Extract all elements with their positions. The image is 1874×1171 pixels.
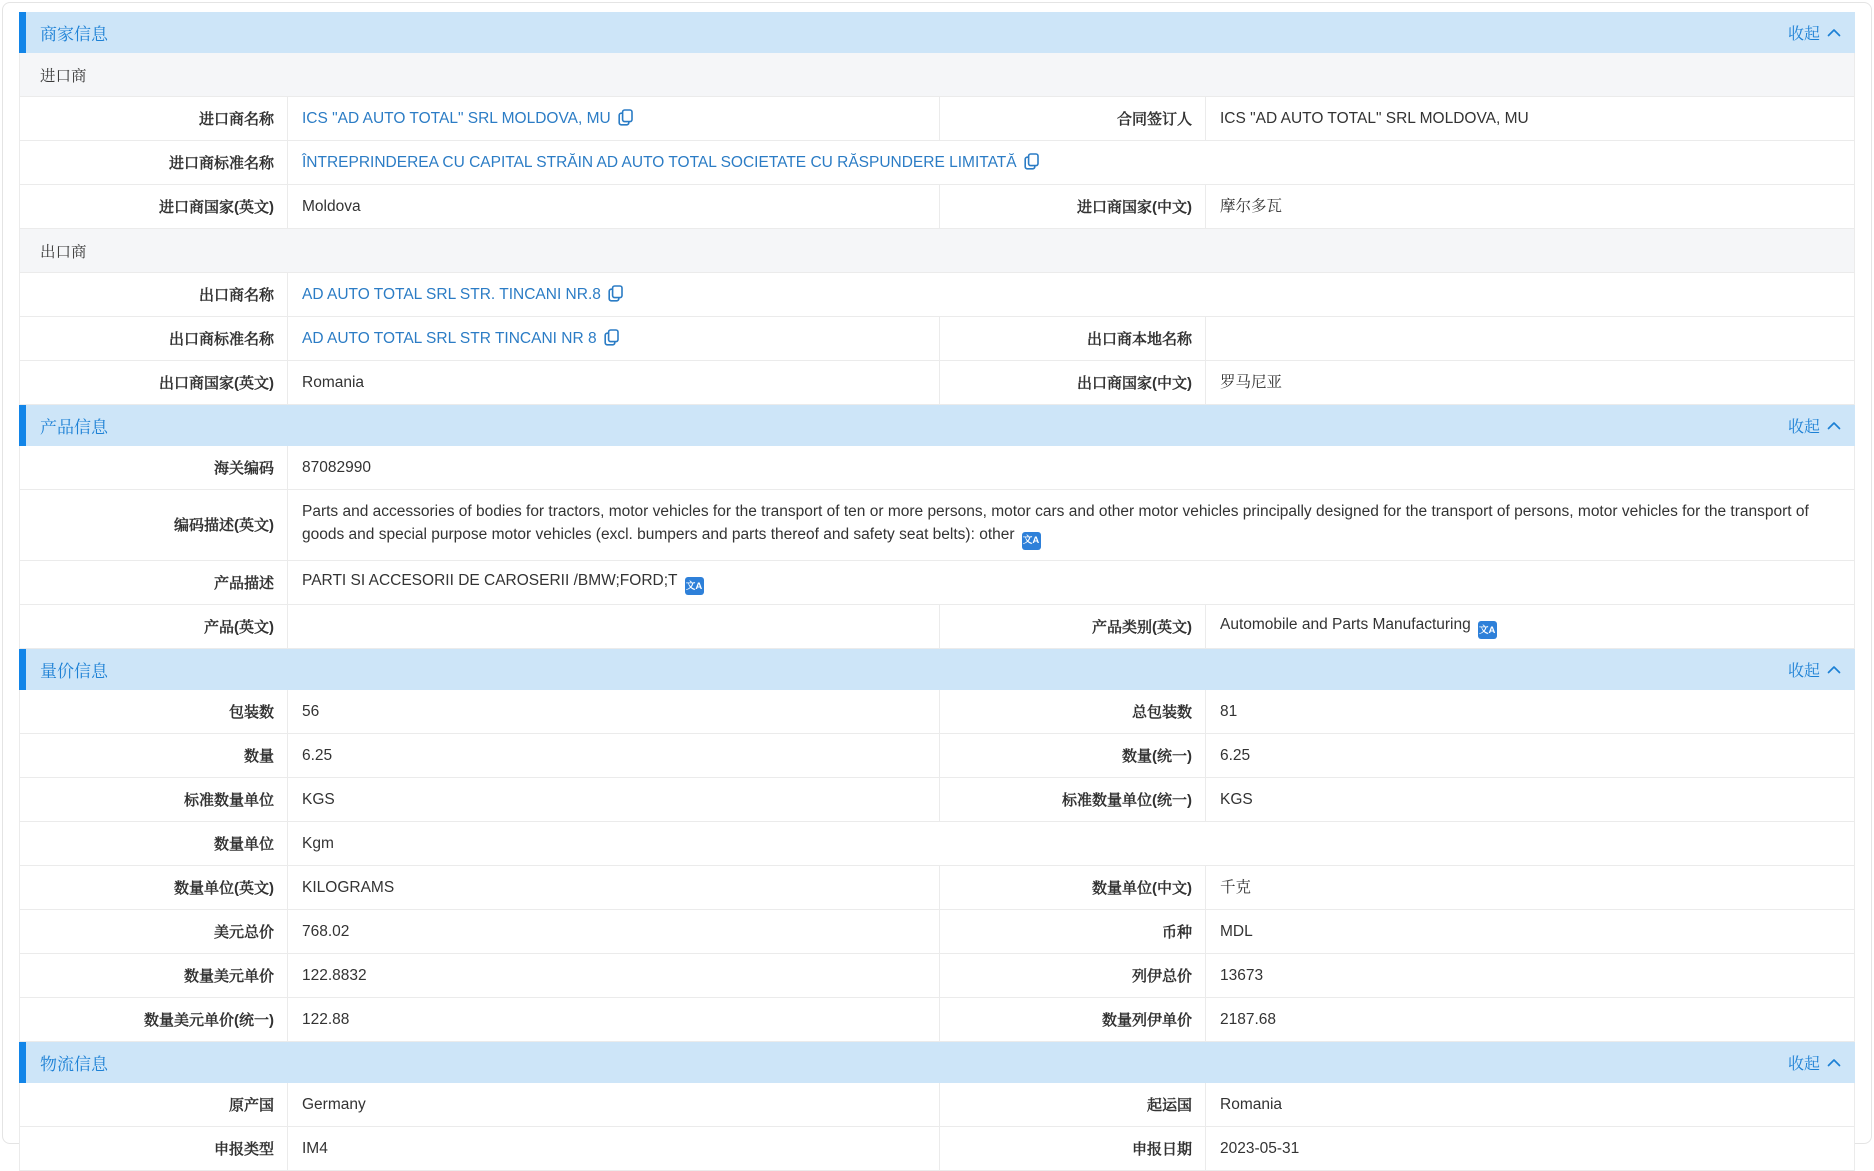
copy-icon[interactable] xyxy=(608,285,623,302)
table-row xyxy=(20,361,1854,405)
copy-icon[interactable] xyxy=(604,329,619,346)
field-label: 数量(统一) xyxy=(940,734,1206,777)
field-value: Romania xyxy=(1220,1095,1283,1113)
table-row xyxy=(20,561,1854,605)
field-label: 申报类型 xyxy=(20,1127,288,1170)
subheader-label: 出口商 xyxy=(40,243,87,261)
translate-icon[interactable]: 文A xyxy=(1022,532,1041,550)
field-value xyxy=(288,141,1854,184)
field-label: 数量单位 xyxy=(20,822,288,865)
section-header-product xyxy=(19,405,1855,446)
field-value: 56 xyxy=(288,690,940,733)
field-value: 6.25 xyxy=(1220,746,1251,764)
table-row xyxy=(20,822,1854,866)
collapse-label: 收起 xyxy=(1787,1055,1820,1073)
field-value: MDL xyxy=(1220,922,1253,940)
table-row xyxy=(20,734,1854,778)
logistics-table xyxy=(19,1083,1855,1171)
field-value: Parts and accessories of bodies for tractors, motor vehicles for the transport of ten or more persons, motor cars and other motor vehicles principally designed for the transport of persons, motor vehicles for the transport of goods and special purpose motor vehicles (excl. bumpers and parts thereof and safety seat belts): other 文A xyxy=(288,490,1854,560)
field-label: 起运国 xyxy=(940,1083,1206,1126)
table-row xyxy=(20,998,1854,1042)
table-row xyxy=(20,605,1854,649)
field-value: 122.88 xyxy=(288,998,940,1041)
subheader-importer xyxy=(20,53,1854,97)
field-label: 进口商标准名称 xyxy=(20,141,288,184)
section-title-merchant: 商家信息 xyxy=(40,25,108,44)
field-label: 进口商名称 xyxy=(20,97,288,140)
field-label: 数量美元单价(统一) xyxy=(20,998,288,1041)
field-value xyxy=(288,97,940,140)
section-accent-bar xyxy=(19,649,26,690)
section-title-quantity-price: 量价信息 xyxy=(40,661,108,681)
field-value: Automobile and Parts Manufacturing 文A xyxy=(1206,605,1854,648)
table-row xyxy=(20,446,1854,490)
table-row xyxy=(20,490,1854,561)
field-label: 海关编码 xyxy=(20,446,288,489)
field-label: 数量单位(中文) xyxy=(940,866,1206,909)
table-row xyxy=(20,954,1854,998)
field-value: Romania xyxy=(288,361,940,404)
table-row xyxy=(20,778,1854,822)
section-title-logistics: 物流信息 xyxy=(40,1054,108,1074)
table-row xyxy=(20,910,1854,954)
field-value: KILOGRAMS xyxy=(288,866,940,909)
field-label: 币种 xyxy=(940,910,1206,953)
field-label: 列伊总价 xyxy=(940,954,1206,997)
section-accent-bar xyxy=(19,12,26,53)
field-value xyxy=(1206,317,1854,360)
field-value: PARTI SI ACCESORII DE CAROSERII /BMW;FORD;T 文A xyxy=(288,561,1854,604)
field-label: 标准数量单位(统一) xyxy=(940,778,1206,821)
exporter-name-link[interactable]: AD AUTO TOTAL SRL STR. TINCANI NR.8 xyxy=(302,286,601,303)
section-header-merchant xyxy=(19,12,1855,53)
field-label: 进口商国家(英文) xyxy=(20,185,288,228)
merchant-table xyxy=(19,53,1855,405)
quantity-price-table xyxy=(19,690,1855,1042)
field-label: 数量单位(英文) xyxy=(20,866,288,909)
section-accent-bar xyxy=(19,1042,26,1083)
section-header-quantity-price xyxy=(19,649,1855,690)
table-row xyxy=(20,317,1854,361)
field-label: 标准数量单位 xyxy=(20,778,288,821)
field-value: 122.8832 xyxy=(288,954,940,997)
field-label: 出口商国家(中文) xyxy=(940,361,1206,404)
collapse-label: 收起 xyxy=(1787,419,1820,436)
table-row xyxy=(20,1127,1854,1171)
copy-icon[interactable] xyxy=(1024,153,1039,170)
copy-icon[interactable] xyxy=(618,109,633,126)
field-label: 产品类别(英文) xyxy=(940,605,1206,648)
collapse-label: 收起 xyxy=(1787,26,1820,43)
field-value: 2187.68 xyxy=(1220,1010,1277,1028)
collapse-button-quantity-price[interactable] xyxy=(1788,658,1841,681)
field-value: 罗马尼亚 xyxy=(1220,374,1283,391)
importer-name-link[interactable]: ICS "AD AUTO TOTAL" SRL MOLDOVA, MU xyxy=(302,110,611,127)
field-value: 2023-05-31 xyxy=(1220,1139,1300,1157)
field-label: 产品(英文) xyxy=(20,605,288,648)
field-value: Germany xyxy=(288,1083,940,1126)
field-value: 81 xyxy=(1220,702,1238,720)
field-label: 进口商国家(中文) xyxy=(940,185,1206,228)
field-label: 申报日期 xyxy=(940,1127,1206,1170)
field-value: KGS xyxy=(1220,790,1253,808)
field-value: 768.02 xyxy=(288,910,940,953)
collapse-button-merchant[interactable] xyxy=(1788,21,1841,44)
field-value: 13673 xyxy=(1220,966,1264,984)
table-row xyxy=(20,185,1854,229)
field-value: 6.25 xyxy=(288,734,940,777)
collapse-label: 收起 xyxy=(1787,662,1820,680)
field-label: 数量列伊单价 xyxy=(940,998,1206,1041)
section-accent-bar xyxy=(19,405,26,446)
subheader-exporter xyxy=(20,229,1854,273)
field-value: Kgm xyxy=(302,834,334,852)
field-label: 出口商本地名称 xyxy=(940,317,1206,360)
translate-icon[interactable]: 文A xyxy=(1478,621,1497,639)
field-value: ICS "AD AUTO TOTAL" SRL MOLDOVA, MU xyxy=(1220,110,1529,127)
field-label: 编码描述(英文) xyxy=(20,490,288,560)
table-row xyxy=(20,866,1854,910)
field-label: 出口商标准名称 xyxy=(20,317,288,360)
trade-record-card xyxy=(2,2,1872,1158)
subheader-label: 进口商 xyxy=(40,67,87,85)
exporter-standard-name-link[interactable]: AD AUTO TOTAL SRL STR TINCANI NR 8 xyxy=(302,330,597,347)
field-label: 美元总价 xyxy=(20,910,288,953)
chevron-up-icon xyxy=(1827,421,1841,430)
field-value xyxy=(288,273,1854,316)
table-row xyxy=(20,690,1854,734)
field-label: 产品描述 xyxy=(20,561,288,604)
translate-icon[interactable]: 文A xyxy=(685,577,704,595)
field-label: 原产国 xyxy=(20,1083,288,1126)
field-label: 合同签订人 xyxy=(940,97,1206,140)
field-value: Moldova xyxy=(288,185,940,228)
field-value: 87082990 xyxy=(302,459,371,476)
field-value: 摩尔多瓦 xyxy=(1220,198,1283,215)
field-label: 包装数 xyxy=(20,690,288,733)
collapse-button-logistics[interactable] xyxy=(1788,1051,1841,1074)
field-label: 出口商国家(英文) xyxy=(20,361,288,404)
field-value: KGS xyxy=(288,778,940,821)
chevron-up-icon xyxy=(1827,28,1841,37)
field-label: 出口商名称 xyxy=(20,273,288,316)
table-row xyxy=(20,97,1854,141)
field-label: 总包装数 xyxy=(940,690,1206,733)
field-value xyxy=(288,605,940,648)
collapse-button-product[interactable] xyxy=(1788,414,1841,437)
table-row xyxy=(20,141,1854,185)
chevron-up-icon xyxy=(1827,665,1841,674)
field-label: 数量美元单价 xyxy=(20,954,288,997)
table-row xyxy=(20,1083,1854,1127)
chevron-up-icon xyxy=(1827,1058,1841,1067)
section-header-logistics xyxy=(19,1042,1855,1083)
product-table xyxy=(19,446,1855,649)
field-value xyxy=(288,317,940,360)
importer-standard-name-link[interactable]: ÎNTREPRINDEREA CU CAPITAL STRĂIN AD AUTO TOTAL SOCIETATE CU RĂSPUNDERE LIMITATĂ xyxy=(302,154,1017,171)
field-label: 数量 xyxy=(20,734,288,777)
section-title-product: 产品信息 xyxy=(40,418,108,437)
field-value: IM4 xyxy=(288,1127,940,1170)
field-value: 千克 xyxy=(1220,878,1252,896)
table-row xyxy=(20,273,1854,317)
